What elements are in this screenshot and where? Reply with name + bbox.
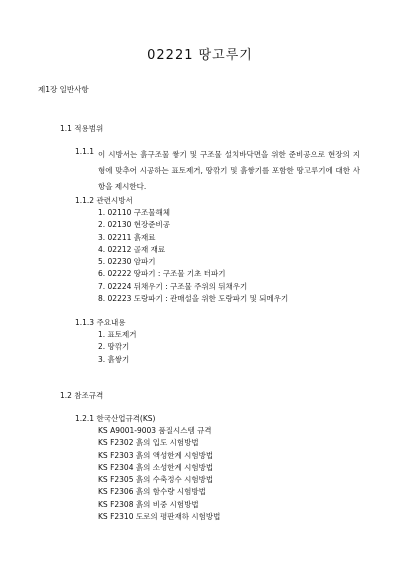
list-item: 3. 02211 흙재료 [98,232,156,242]
list-item: 7. 02224 뒤채우기 : 구조물 주위의 뒤채우기 [98,281,248,291]
subsection-1-2-1-heading: 1.2.1 한국산업규격(KS) [75,414,156,423]
list-item: KS F2303 흙의 액성한계 시험방법 [98,450,214,460]
list-item: KS F2304 흙의 소성한계 시험방법 [98,462,214,472]
related-specs-list [98,207,288,305]
list-item: 5. 02230 암파기 [98,257,156,267]
list-item: 1. 02110 구조물해체 [98,208,171,217]
list-item: KS F2310 도로의 평판재하 시험방법 [98,512,221,522]
list-item: 1. 표토제거 [98,330,137,339]
list-item: 8. 02223 도랑파기 : 관매설을 위한 도랑파기 및 되메우기 [98,294,289,304]
section-1-2-heading: 1.2 참조규격 [60,391,104,400]
list-item: 2. 땅깎기 [98,342,130,352]
ks-standards-list [98,425,220,523]
page-title: 02221 땅고루기 [147,48,253,63]
subsection-1-1-2-heading: 1.1.2 관련시방서 [75,196,133,205]
subsection-1-1-1-heading: 1.1.1 [75,147,95,156]
section-1-1-heading: 1.1 적용범위 [60,124,104,133]
list-item: KS F2306 흙의 함수량 시험방법 [98,487,206,497]
list-item: KS F2308 흙의 비중 시험방법 [98,499,199,509]
chapter-heading: 제1장 일반사항 [38,85,89,94]
list-item: KS F2305 흙의 수축정수 시험방법 [98,475,214,485]
scope-paragraph: 이 시방서는 흙구조물 쌓기 및 구조물 설치바닥면을 위한 준비공으로 현장의 지형에 맞추어 시공하는 표토제거, 땅깎기 및 흙쌓기를 포함한 땅고루기에 대한 사항을 제시한다. [98,150,360,191]
list-item: 6. 02222 땅파기 : 구조물 기초 터파기 [98,269,226,279]
list-item: 3. 흙쌓기 [98,354,130,364]
list-item: 4. 02212 골재 재료 [98,244,166,254]
subsection-1-1-3-heading: 1.1.3 주요내용 [75,318,126,327]
list-item: KS F2302 흙의 입도 시험방법 [98,438,199,448]
list-item: 2. 02130 현장준비공 [98,220,171,230]
list-item: KS A9001-9003 품질시스템 규격 [98,426,212,435]
main-contents-list [98,329,137,366]
